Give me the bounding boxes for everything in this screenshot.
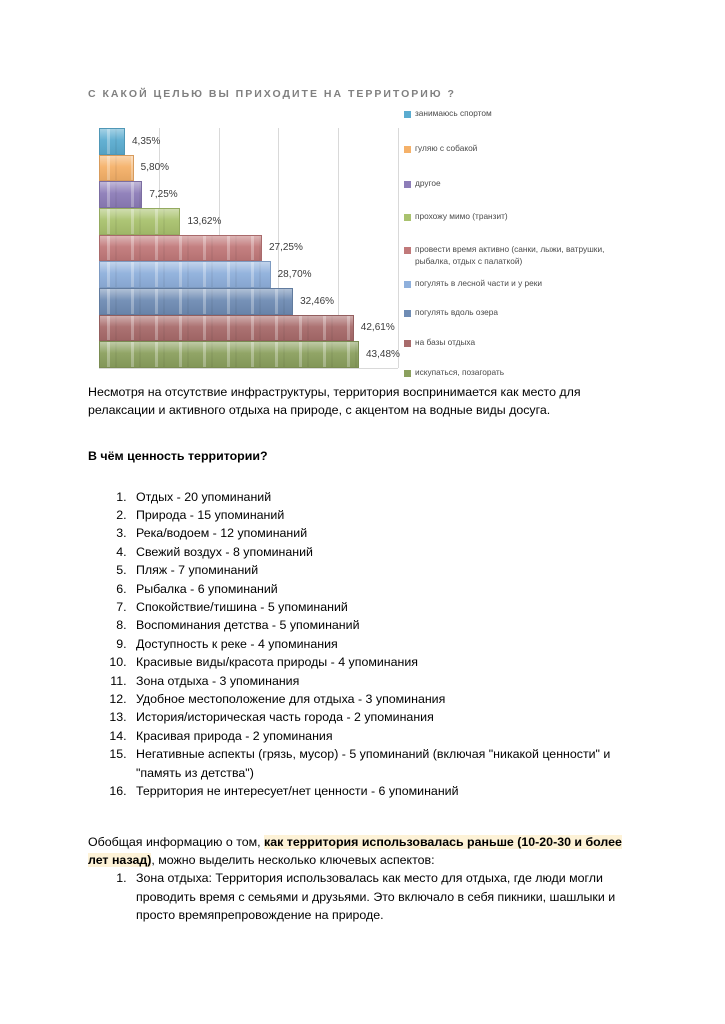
bar-value-label: 7,25% <box>149 189 178 201</box>
list-item: 5. Пляж - 7 упоминаний <box>130 561 643 579</box>
chart-bar <box>99 315 354 342</box>
legend-color-swatch-icon <box>404 340 411 347</box>
legend-item[interactable] <box>404 367 619 379</box>
legend-color-swatch-icon <box>404 310 411 317</box>
chart-bar <box>99 288 293 315</box>
closing-highlight: как территория использовалась раньше (10-20-30 и более лет назад) <box>88 835 622 867</box>
legend-item[interactable] <box>404 337 619 349</box>
legend-item-label: погулять вдоль озера <box>415 307 498 317</box>
list-item: 15. Негативные аспекты (грязь, мусор) - 5 упоминаний (включая "никакой ценности" и "память из детства") <box>130 745 643 782</box>
list-item: 2. Природа - 15 упоминаний <box>130 506 643 524</box>
list-item: 10. Красивые виды/красота природы - 4 упоминания <box>130 653 643 671</box>
list-item: 3. Река/водоем - 12 упоминаний <box>130 524 643 542</box>
list-item: 7. Спокойствие/тишина - 5 упоминаний <box>130 598 643 616</box>
legend-color-swatch-icon <box>404 146 411 153</box>
gridline <box>398 128 399 368</box>
legend-color-swatch-icon <box>404 181 411 188</box>
bar-value-label: 43,48% <box>366 349 400 361</box>
list-item: 14. Красивая природа - 2 упоминания <box>130 727 643 745</box>
list-item: 9. Доступность к реке - 4 упоминания <box>130 635 643 653</box>
list-item: 4. Свежий воздух - 8 упоминаний <box>130 543 643 561</box>
legend-item-label: гуляю с собакой <box>415 143 478 153</box>
chart-bar <box>99 155 134 182</box>
chart-plot-area <box>99 128 398 368</box>
bar-value-label: 32,46% <box>300 295 335 307</box>
legend-item-label: занимаюсь спортом <box>415 108 492 118</box>
chart-bar-row <box>99 288 334 315</box>
list-item: 8. Воспоминания детства - 5 упоминаний <box>130 616 643 634</box>
bar-gloss <box>100 209 179 234</box>
bar-gloss <box>100 129 124 154</box>
closing-list <box>88 869 643 924</box>
legend-color-swatch-icon <box>404 281 411 288</box>
intro-paragraph: Несмотря на отсутствие инфраструктуры, территория воспринимается как место для релаксации и активного отдыха на природе, с акцентом на водные виды досуга. <box>88 385 581 417</box>
chart-bar-row <box>99 128 160 155</box>
legend-item-label: искупаться, позагорать <box>415 367 505 377</box>
bar-value-label: 4,35% <box>132 135 161 147</box>
chart-bar-row <box>99 235 303 262</box>
bar-value-label: 42,61% <box>360 322 395 334</box>
chart-bar-row <box>99 155 169 182</box>
bar-gloss <box>100 289 292 314</box>
bar-gloss <box>100 182 141 207</box>
chart-bar <box>99 181 142 208</box>
legend-item[interactable] <box>404 143 619 155</box>
chart-baseline <box>99 368 398 369</box>
chart-bar <box>99 128 125 155</box>
bar-value-label: 28,70% <box>277 269 312 281</box>
document-body <box>88 384 643 925</box>
legend-item-label: другое <box>415 178 441 188</box>
bar-value-label: 5,80% <box>140 162 170 174</box>
legend-color-swatch-icon <box>404 111 411 118</box>
legend-item[interactable] <box>404 178 619 190</box>
closing-prefix: Обобщая информацию о том, <box>88 835 265 850</box>
chart-bar-row <box>99 261 312 288</box>
list-item: 11. Зона отдыха - 3 упоминания <box>130 672 643 690</box>
bar-gloss <box>100 156 133 181</box>
legend-item[interactable] <box>404 278 619 290</box>
legend-color-swatch-icon <box>404 370 411 377</box>
closing-paragraph <box>88 834 643 869</box>
survey-chart <box>0 0 725 378</box>
chart-bar-row <box>99 208 221 235</box>
chart-bar-row <box>99 181 178 208</box>
bar-gloss <box>100 262 270 287</box>
legend-item-label: погулять в лесной части и у реки <box>415 278 543 288</box>
bar-gloss <box>100 342 358 367</box>
list-item: 13. История/историческая часть города - 2 упоминания <box>130 708 643 726</box>
bar-gloss <box>100 236 261 261</box>
value-list <box>88 488 643 801</box>
legend-item[interactable] <box>404 211 619 223</box>
legend-color-swatch-icon <box>404 214 411 221</box>
closing-suffix: , можно выделить несколько ключевых аспектов: <box>151 852 435 867</box>
chart-bar-row <box>99 341 400 368</box>
legend-item-label: на базы отдыха <box>415 337 476 347</box>
list-item: 6. Рыбалка - 6 упоминаний <box>130 580 643 598</box>
legend-item-label: прохожу мимо (транзит) <box>415 211 508 221</box>
list-item: 1. Отдых - 20 упоминаний <box>130 488 643 506</box>
legend-color-swatch-icon <box>404 247 411 254</box>
chart-bar <box>99 235 262 262</box>
value-heading: В чём ценность территории? <box>88 449 268 463</box>
chart-bars <box>99 128 398 368</box>
legend-item[interactable] <box>404 244 619 267</box>
bar-value-label: 27,25% <box>268 242 303 254</box>
chart-bar <box>99 341 359 368</box>
chart-bar-row <box>99 315 395 342</box>
chart-bar <box>99 261 271 288</box>
chart-title: С КАКОЙ ЦЕЛЬЮ ВЫ ПРИХОДИТЕ НА ТЕРРИТОРИЮ ? <box>88 88 456 100</box>
list-item: 12. Удобное местоположение для отдыха - 3 упоминания <box>130 690 643 708</box>
bar-value-label: 13,62% <box>187 215 222 227</box>
chart-bar <box>99 208 180 235</box>
legend-item-label: провести время активно (санки, лыжи, ватрушки, рыбалка, отдых с палаткой) <box>415 244 605 266</box>
legend-item[interactable] <box>404 307 619 319</box>
bar-gloss <box>100 316 353 341</box>
list-item: 16. Территория не интересует/нет ценности - 6 упоминаний <box>130 782 643 800</box>
list-item: 1. Зона отдыха: Территория использовалась как место для отдыха, где люди могли проводить время с семьями и друзьями. Это включало в себя пикники, шашлыки и просто времяпрепровождение на природе. <box>130 869 643 924</box>
legend-item[interactable] <box>404 108 619 120</box>
